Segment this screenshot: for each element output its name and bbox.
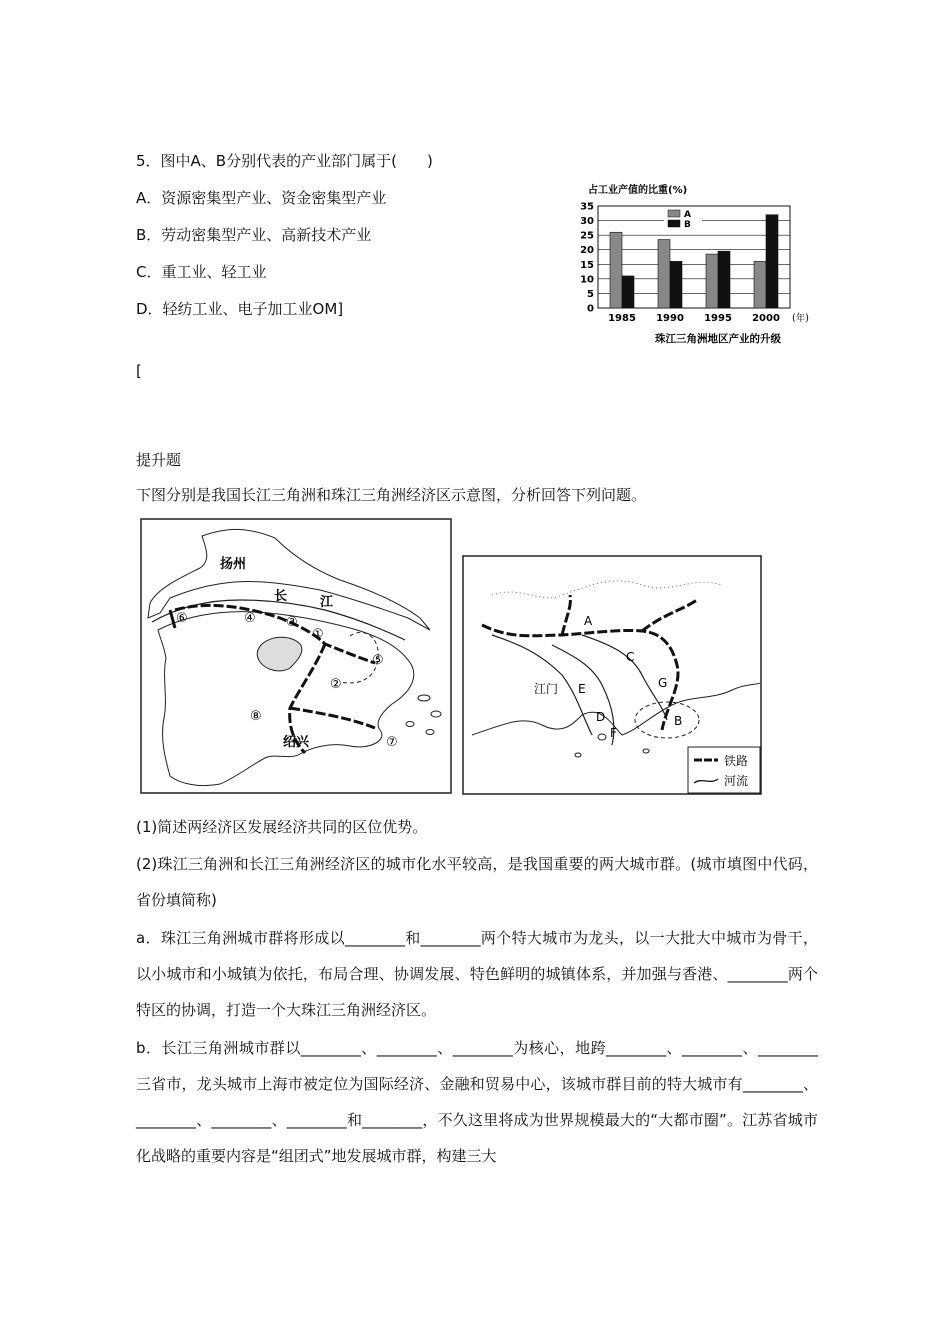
q5-option-c: C．重工业、轻工业	[136, 263, 267, 281]
label-D: D	[596, 710, 606, 724]
chart-ytick-label: 35	[580, 201, 594, 213]
legend-river: 河流	[724, 774, 749, 788]
label-G: G	[658, 676, 668, 690]
chart-ytick-label: 25	[580, 230, 594, 242]
label-jiangmen: 江门	[534, 682, 559, 696]
chart-ytick-label: 20	[580, 245, 594, 257]
label-A: A	[584, 614, 593, 628]
chart-plot	[580, 202, 809, 325]
chart-ylabel: 占工业产值的比重(%)	[588, 185, 688, 196]
chart-xtick-label: 2000	[752, 313, 780, 324]
chart-xtick-label: 1985	[608, 313, 636, 324]
question-1: (1)简述两经济区发展经济共同的区位优势。	[136, 818, 428, 836]
city-1: ①	[312, 627, 324, 642]
label-yangzhou: 扬州	[220, 557, 247, 572]
question-2: (2)珠江三角洲和长江三角洲经济区的城市化水平较高，是我国重要的两大城市群。(城市填图中代码，省份填简称)	[136, 855, 818, 909]
label-C: C	[626, 650, 635, 664]
chart-ytick-label: 10	[580, 274, 594, 286]
q5-option-a: A．资源密集型产业、资金密集型产业	[136, 189, 387, 207]
chart-legend-label: B	[684, 220, 691, 230]
city-5: ⑤	[372, 653, 384, 668]
city-7: ⑦	[386, 735, 398, 750]
question-2b: b．长江三角洲城市群以________、________、________为核心，地跨________、________、________三省市，龙头城市上海市被定位为国际经济、金融和贸易中心，该城市群目前的特大城市有________、________、________、________和________，不久这里将成为世界规模最大的“大都市圈”。江苏省城市化战略的重要内容是“组团式”地发展城市群，构建三大	[136, 1039, 818, 1165]
city-6: ⑥	[176, 611, 188, 626]
chart-xtick-label: 1995	[704, 313, 732, 324]
label-F: F	[610, 726, 617, 740]
chart-title: 珠江三角洲地区产业的升级	[655, 333, 781, 345]
yangtze-delta-map	[140, 518, 452, 794]
chart-legend-label: A	[684, 210, 691, 220]
q5-stem: 5．图中A、B分别代表的产业部门属于( )	[136, 152, 433, 170]
chart-bar-B	[718, 251, 730, 308]
q5-option-b: B．劳动密集型产业、高新技术产业	[136, 226, 372, 244]
question-2a: a．珠江三角洲城市群将形成以________和________两个特大城市为龙头，以一大批大中城市为骨干，以小城市和小城镇为依托，布局合理、协调发展、特色鲜明的城镇体系，并加强与香港、________两个特区的协调，打造一个大珠江三角洲经济区。	[136, 929, 818, 1019]
label-shaoxing: 绍兴	[283, 735, 310, 750]
chart-ytick-label: 0	[587, 303, 594, 315]
chart-xtick-label: 1990	[656, 313, 684, 324]
label-chang: 长	[274, 589, 288, 604]
city-8: ⑧	[250, 709, 262, 724]
city-3: ③	[286, 615, 298, 630]
chart-ytick-label: 5	[587, 288, 594, 300]
city-2: ②	[330, 677, 342, 692]
section-title: 提升题	[136, 451, 182, 469]
chart-legend-swatch	[668, 210, 680, 217]
label-B: B	[674, 714, 683, 728]
chart-ytick-label: 30	[580, 216, 594, 228]
section-intro: 下图分别是我国长江三角洲和珠江三角洲经济区示意图，分析回答下列问题。	[136, 486, 647, 504]
chart-ytick-label: 15	[580, 259, 594, 271]
chart-xlabel: (年)	[792, 313, 809, 324]
stray-bracket: [	[136, 362, 142, 380]
city-4: ④	[244, 611, 256, 626]
label-E: E	[578, 682, 586, 696]
chart-bar-A	[658, 240, 670, 308]
chart-bar-A	[610, 232, 622, 308]
industry-upgrade-chart	[568, 182, 818, 352]
legend-railway: 铁路	[724, 754, 749, 768]
chart-bar-A	[754, 261, 766, 308]
chart-legend-swatch	[668, 220, 680, 227]
q5-option-d: D．轻纺工业、电子加工业OM]	[136, 300, 344, 318]
label-jiang: 江	[320, 595, 334, 610]
chart-bar-B	[670, 261, 682, 308]
pearl-delta-map	[462, 555, 762, 795]
chart-bar-B	[766, 215, 778, 308]
chart-bar-B	[622, 276, 634, 308]
chart-bar-A	[706, 254, 718, 308]
